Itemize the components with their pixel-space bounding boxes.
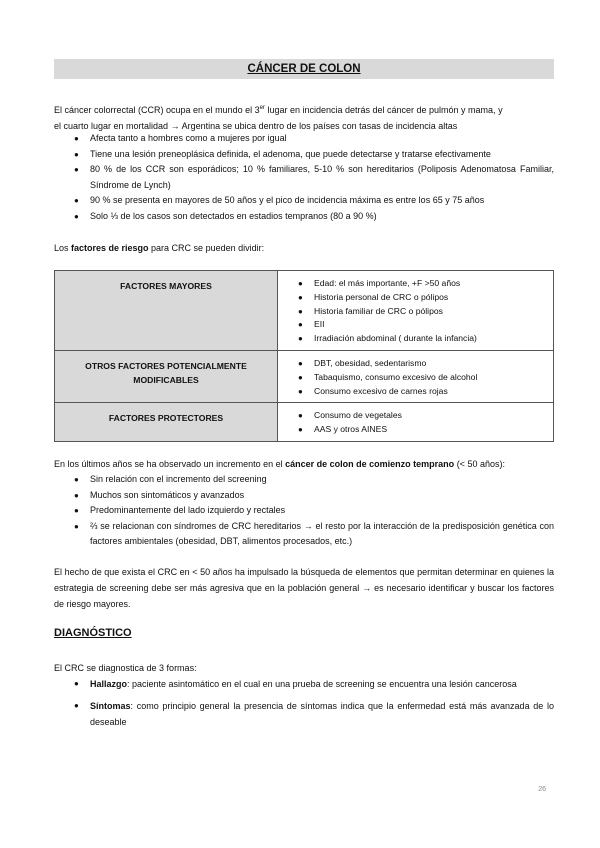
risk-intro-bold: factores de riesgo (71, 243, 149, 253)
diagnosis-intro: El CRC se diagnostica de 3 formas: (54, 663, 197, 673)
list-item: ● ⅔ se relacionan con síndromes de CRC hereditarios → el resto por la interacción de la predisposición genética con factores ambientales (obesidad, DBT, alimentos procesados, etc.) (74, 520, 554, 546)
table-row (55, 403, 554, 442)
diagnosis-bullet-list (54, 676, 554, 730)
bullet-icon: ● (298, 334, 303, 344)
list-item: ● Predominantemente del lado izquierdo y rectales (54, 503, 554, 519)
section-heading-diagnosis: DIAGNÓSTICO (54, 627, 132, 639)
bullet-icon: ● (298, 425, 303, 435)
intro-text-line2: el cuarto lugar en mortalidad → Argentina se ubica dentro de los países con tasas de incidencia altas (54, 121, 458, 131)
bullet-icon: ● (74, 211, 79, 221)
list-item: ● 90 % se presenta en mayores de 50 años y el pico de incidencia máxima es entre los 65 y 75 años (54, 193, 554, 209)
intro-superscript: er (259, 105, 265, 111)
bullet-icon: ● (74, 679, 79, 688)
list-item: ● 80 % de los CCR son esporádicos; 10 % familiares, 5-10 % son hereditarios (Poliposis Adenomatosa Familiar, Síndrome de Lynch) (74, 164, 554, 190)
bullet-icon: ● (74, 196, 79, 205)
bullet-icon: ● (74, 149, 79, 159)
list-item: ● EII (284, 318, 547, 332)
row-header-modifiable: OTROS FACTORES POTENCIALMENTE MODIFICABLES (55, 350, 278, 402)
list-item: ● Tabaquismo, consumo excesivo de alcohol (284, 371, 547, 385)
list-item: ● Consumo de vegetales (284, 409, 547, 423)
bullet-icon: ● (74, 506, 79, 515)
bullet-icon: ● (298, 386, 303, 396)
list-item: ● Consumo excesivo de carnes rojas (284, 385, 547, 399)
row-header-major: FACTORES MAYORES (55, 271, 278, 351)
table-row (55, 350, 554, 402)
bullet-icon: ● (298, 358, 303, 368)
table-row (55, 271, 554, 351)
bullet-icon: ● (298, 411, 303, 421)
page-title: CÁNCER DE COLON (247, 63, 361, 75)
page-number: 26 (538, 786, 546, 793)
list-item: ● Sin relación con el incremento del screening (54, 472, 554, 488)
list-item: ● Síntomas: como principio general la presencia de síntomas indica que la enfermedad está más avanzada de lo deseable (54, 698, 554, 730)
risk-factors-table (54, 270, 554, 442)
intro-paragraph (54, 100, 554, 134)
bullet-icon: ● (298, 372, 303, 382)
risk-intro: Los factores de riesgo para CRC se pueden dividir: (54, 243, 265, 253)
list-item: ● Hallazgo: paciente asintomático en el cual en una prueba de screening se encuentra una lesión cancerosa (54, 676, 554, 692)
list-item: ● Muchos son sintomáticos y avanzados (54, 488, 554, 504)
row-header-protective: FACTORES PROTECTORES (55, 403, 278, 442)
row-items-modifiable (278, 350, 554, 402)
list-item: ● Historia personal de CRC o pólipos (284, 291, 547, 305)
row-items-major (278, 271, 554, 351)
bullet-icon: ● (74, 701, 79, 710)
bullet-icon: ● (298, 320, 303, 330)
row-items-protective (278, 403, 554, 442)
intro-text-b: lugar en incidencia detrás del cáncer de pulmón y mama, y (264, 105, 503, 115)
intro-text-a: El cáncer colorrectal (CCR) ocupa en el mundo el 3 (54, 105, 260, 115)
early-onset-bullet-list (54, 472, 554, 550)
intro-bullet-list (54, 131, 554, 224)
bullet-icon: ● (74, 134, 79, 143)
early-onset-bold: cáncer de colon de comienzo temprano (285, 459, 455, 469)
list-item: ● Afecta tanto a hombres como a mujeres por igual (54, 131, 554, 147)
bullet-icon: ● (298, 279, 303, 288)
list-item: ● Tiene una lesión preneoplásica definida, el adenoma, que puede detectarse y tratarse efectivamente (54, 147, 554, 163)
list-item: ● AAS y otros AINES (284, 423, 547, 437)
list-item: ● Solo ⅓ de los casos son detectados en estadios tempranos (80 a 90 %) (54, 209, 554, 225)
title-bar (54, 59, 554, 79)
early-onset-intro: En los últimos años se ha observado un incremento en el cáncer de colon de comienzo temprano (< 50 años): (54, 459, 505, 469)
list-item: ● Irradiación abdominal ( durante la infancia) (284, 332, 547, 346)
list-item: ● DBT, obesidad, sedentarismo (284, 357, 547, 371)
list-item: ● Historia familiar de CRC o pólipos (284, 305, 547, 319)
bullet-icon: ● (74, 490, 79, 500)
bullet-icon: ● (298, 306, 303, 316)
bullet-icon: ● (74, 521, 79, 531)
list-item: ● Edad: el más importante, +F >50 años (284, 277, 547, 291)
bullet-icon: ● (298, 292, 303, 302)
bullet-icon: ● (74, 475, 79, 484)
bullet-icon: ● (74, 165, 79, 174)
screening-paragraph: El hecho de que exista el CRC en < 50 años ha impulsado la búsqueda de elementos que permitan determinar en quienes la estrategia de screening debe ser más agresiva que en la población general → es necesario identificar y buscar los factores de riesgo mayores. (54, 567, 554, 609)
